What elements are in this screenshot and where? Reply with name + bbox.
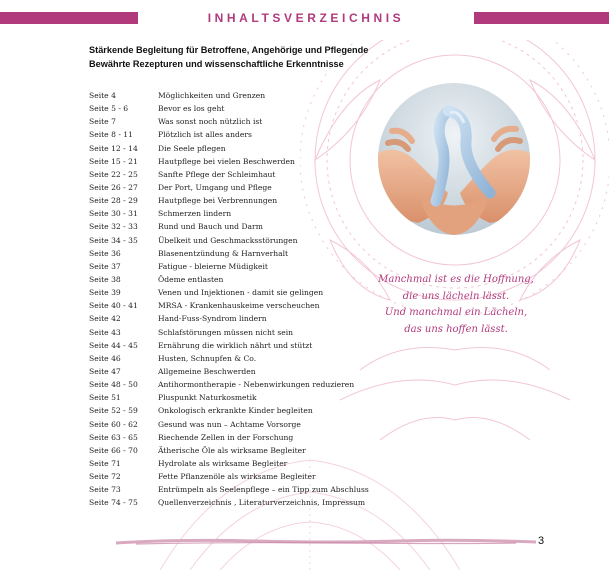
toc-page: Seite 8 - 11 — [89, 130, 133, 140]
page-title: INHALTSVERZEICHNIS — [207, 11, 405, 25]
toc-row — [89, 404, 369, 417]
toc-row — [89, 286, 369, 299]
toc-title: Entrümpeln als Seelenpflege – ein Tipp zum Abschluss — [158, 485, 369, 495]
toc-row — [89, 194, 369, 207]
toc-row — [89, 168, 369, 181]
toc-row — [89, 247, 369, 260]
toc-row — [89, 365, 369, 378]
toc-page: Seite 26 - 27 — [89, 183, 138, 193]
toc-page: Seite 73 — [89, 485, 121, 495]
toc-title: Sanfte Pflege der Schleimhaut — [158, 169, 276, 179]
toc-page: Seite 71 — [89, 459, 121, 468]
toc-page: Seite 72 — [89, 472, 121, 482]
toc-row — [89, 155, 369, 168]
toc-page: Seite 66 - 70 — [89, 445, 138, 455]
quote-line: die uns lächeln lässt. — [402, 290, 510, 302]
toc-row — [89, 89, 369, 102]
toc-title: Hand-Fuss-Syndrom lindern — [158, 314, 267, 324]
quote-line: Manchmal ist es die Hoffnung, — [378, 274, 534, 285]
toc-page: Seite 32 - 33 — [89, 222, 138, 232]
toc-page: Seite 39 — [89, 288, 121, 298]
toc-page: Seite 7 — [89, 117, 116, 127]
toc-title: Bevor es los geht — [158, 104, 225, 114]
toc-row — [89, 234, 369, 247]
toc-title: Riechende Zellen in der Forschung — [158, 432, 294, 442]
toc-row — [89, 312, 369, 325]
toc-row — [89, 260, 369, 273]
toc-page: Seite 28 - 29 — [89, 196, 138, 206]
toc-title: Venen und Injektionen - damit sie gelingen — [158, 288, 324, 298]
quote-line: Und manchmal ein Lächeln, — [384, 307, 528, 318]
toc-page: Seite 36 — [89, 248, 121, 258]
toc-title: Übelkeit und Geschmacksstörungen — [158, 235, 298, 245]
header-band-right — [474, 12, 609, 24]
hands-ribbon-photo — [378, 83, 530, 235]
toc-page: Seite 12 - 14 — [89, 143, 138, 153]
quote — [356, 272, 556, 338]
toc-title: Schlafstörungen müssen nicht sein — [158, 327, 294, 337]
toc-page: Seite 30 - 31 — [89, 209, 138, 219]
toc-title: Die Seele pflegen — [158, 143, 226, 153]
toc-row — [89, 352, 369, 365]
brush-stroke-divider — [116, 536, 536, 548]
toc-page: Seite 44 - 45 — [89, 340, 138, 350]
toc-row — [89, 418, 369, 431]
toc-title: Fette Pflanzenöle als wirksame Begleiter — [158, 472, 316, 482]
header-band-left — [0, 12, 138, 24]
table-of-contents — [89, 89, 369, 510]
toc-page: Seite 38 — [89, 275, 121, 285]
toc-page: Seite 52 - 59 — [89, 406, 138, 416]
toc-title: Hautpflege bei Verbrennungen — [158, 196, 278, 206]
toc-row — [89, 496, 369, 509]
toc-title: Rund und Bauch und Darm — [158, 222, 263, 232]
toc-page: Seite 48 - 50 — [89, 380, 138, 390]
toc-title: Husten, Schnupfen & Co. — [158, 353, 257, 363]
toc-title: MRSA - Krankenhauskeime verscheuchen — [158, 301, 320, 311]
toc-row — [89, 299, 369, 312]
toc-title: Möglichkeiten und Grenzen — [158, 91, 266, 101]
quote-line: das uns hoffen lässt. — [404, 323, 508, 335]
toc-page: Seite 63 - 65 — [89, 432, 138, 442]
toc-title: Der Port, Umgang und Pflege — [158, 183, 272, 193]
toc-row — [89, 102, 369, 115]
toc-row — [89, 207, 369, 220]
toc-title: Antihormontherapie - Nebenwirkungen reduzieren — [158, 380, 355, 390]
toc-row — [89, 470, 369, 483]
toc-row — [89, 378, 369, 391]
toc-page: Seite 46 — [89, 353, 121, 363]
toc-row — [89, 142, 369, 155]
page-number: 3 — [538, 535, 545, 547]
toc-page: Seite 37 — [89, 261, 121, 271]
toc-title: Quellenverzeichnis , Literaturverzeichnis, Impressum — [158, 498, 366, 508]
toc-row — [89, 457, 369, 470]
subtitle-line-2: Bewährte Rezepturen und wissenschaftliche Erkenntnisse — [89, 59, 344, 69]
toc-page: Seite 51 — [89, 393, 121, 403]
toc-row — [89, 273, 369, 286]
toc-title: Plötzlich ist alles anders — [158, 130, 252, 140]
toc-row — [89, 483, 369, 496]
toc-title: Schmerzen lindern — [158, 209, 232, 219]
toc-title: Ätherische Öle als wirksame Begleiter — [158, 445, 306, 455]
toc-title: Blasenentzündung & Harnverhalt — [158, 248, 289, 258]
toc-page: Seite 74 - 75 — [89, 498, 138, 508]
toc-row — [89, 431, 369, 444]
toc-page: Seite 47 — [89, 367, 121, 377]
toc-page: Seite 43 — [89, 327, 121, 337]
subtitle-line-1: Stärkende Begleitung für Betroffene, Angehörige und Pflegende — [89, 45, 369, 55]
toc-title: Hydrolate als wirksame Begleiter — [158, 459, 288, 468]
toc-title: Hautpflege bei vielen Beschwerden — [158, 156, 295, 166]
toc-row — [89, 391, 369, 404]
toc-row — [89, 181, 369, 194]
toc-page: Seite 22 - 25 — [89, 169, 138, 179]
toc-page: Seite 34 - 35 — [89, 235, 138, 245]
toc-page: Seite 5 - 6 — [89, 104, 129, 114]
toc-row — [89, 115, 369, 128]
toc-page: Seite 60 - 62 — [89, 419, 138, 429]
toc-title: Ödeme entlasten — [158, 275, 224, 285]
toc-row — [89, 339, 369, 352]
toc-title: Was sonst noch nützlich ist — [158, 117, 263, 127]
toc-row — [89, 220, 369, 233]
toc-title: Fatigue - bleierne Müdigkeit — [158, 261, 268, 271]
toc-page: Seite 15 - 21 — [89, 156, 138, 166]
toc-title: Allgemeine Beschwerden — [158, 367, 256, 377]
toc-row — [89, 326, 369, 339]
toc-page: Seite 40 - 41 — [89, 301, 138, 311]
toc-row — [89, 128, 369, 141]
toc-title: Pluspunkt Naturkosmetik — [158, 393, 257, 403]
toc-title: Onkologisch erkrankte Kinder begleiten — [158, 406, 313, 416]
toc-row — [89, 444, 369, 457]
toc-title: Ernährung die wirklich nährt und stützt — [158, 340, 313, 350]
toc-title: Gesund was nun – Achtame Vorsorge — [158, 419, 301, 429]
toc-page: Seite 4 — [89, 91, 116, 101]
toc-page: Seite 42 — [89, 314, 121, 324]
